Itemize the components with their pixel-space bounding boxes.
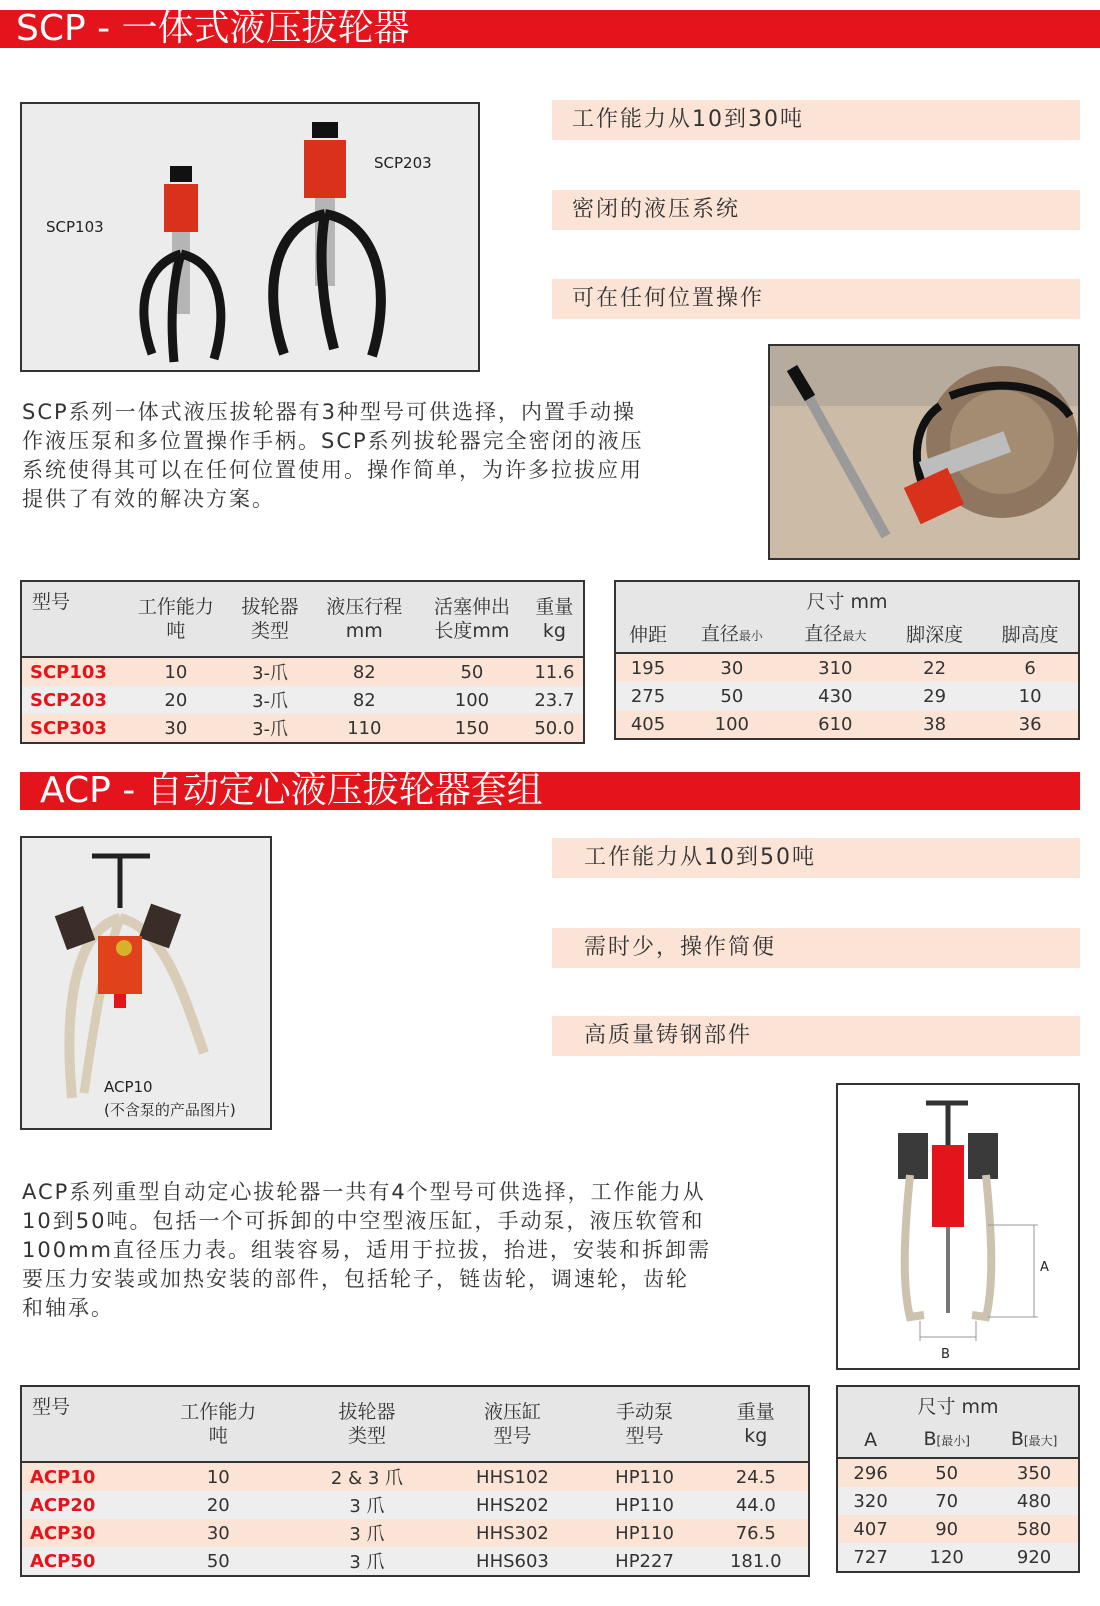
table-row: ACP10 10 2 & 3 爪 HHS102 HP110 24.5	[21, 1462, 809, 1491]
acp-photo-note-label: (不含泵的产品图片)	[104, 1101, 236, 1119]
scp-title-band	[0, 10, 1100, 48]
acp-description-line: 和轴承。	[22, 1296, 114, 1320]
th-foot-depth: 脚深度	[887, 618, 982, 653]
acp-description-line: ACP系列重型自动定心拔轮器一共有4个型号可供选择，工作能力从	[22, 1180, 706, 1204]
acp-feature-1: 工作能力从10到50吨	[552, 838, 1080, 878]
scp-feature-1: 工作能力从10到30吨	[552, 100, 1080, 140]
acp-dimension-diagram	[838, 1085, 1078, 1368]
acp-description	[22, 1178, 822, 1323]
th-capacity: 工作能力 吨	[122, 581, 230, 657]
acp-feature-3: 高质量铸钢部件	[552, 1016, 1080, 1056]
th-type: 拔轮器 类型	[230, 581, 311, 657]
th-weight: 重量 kg	[526, 581, 584, 657]
scp-feature-3: 可在任何位置操作	[552, 279, 1080, 319]
scp-feature-2: 密闭的液压系统	[552, 190, 1080, 230]
th-b-max: B[最大]	[990, 1423, 1079, 1458]
scp-description-line: SCP系列一体式液压拔轮器有3种型号可供选择，内置手动操	[22, 400, 637, 424]
acp-feature-2: 需时少，操作简便	[552, 928, 1080, 968]
th-capacity: 工作能力 吨	[142, 1386, 295, 1462]
acp-description-line: 10到50吨。包括一个可拆卸的中空型液压缸，手动泵，液压软管和	[22, 1209, 705, 1233]
acp-description-line: 要压力安装或加热安装的部件，包括轮子，链齿轮，调速轮，齿轮	[22, 1267, 689, 1291]
table-row: 195 30 310 22 6	[615, 653, 1079, 682]
table-row: ACP20 20 3 爪 HHS202 HP110 44.0	[21, 1491, 809, 1519]
scp-photo-label-left: SCP103	[46, 218, 104, 236]
diagram-label-a: A	[1040, 1260, 1049, 1275]
table-row: 405 100 610 38 36	[615, 710, 1079, 739]
th-model: 型号	[21, 1386, 142, 1462]
scp-description-line: 作液压泵和多位置操作手柄。SCP系列拔轮器完全密闭的液压	[22, 429, 644, 453]
acp-diagram	[836, 1083, 1080, 1370]
scp-product-photo	[20, 102, 480, 372]
table-row: 407 90 580	[837, 1515, 1079, 1543]
acp-title: ACP - 自动定心液压拔轮器套组	[40, 770, 543, 811]
scp-description	[22, 398, 752, 514]
scp-description-line: 提供了有效的解决方案。	[22, 487, 275, 511]
acp-product-photo	[20, 836, 272, 1130]
table-row: SCP303 30 3-爪 110 150 50.0	[21, 714, 584, 743]
acp-description-line: 100mm直径压力表。组装容易，适用于拉拔，抬进，安装和拆卸需	[22, 1238, 711, 1262]
th-dia-max: 直径最大	[784, 618, 887, 653]
th-weight: 重量 kg	[704, 1386, 809, 1462]
table-row: 296 50 350	[837, 1458, 1079, 1487]
scp-description-line: 系统使得其可以在任何位置使用。操作简单，为许多拉拔应用	[22, 458, 643, 482]
table-row: 320 70 480	[837, 1487, 1079, 1515]
table-row: SCP103 10 3-爪 82 50 11.6	[21, 657, 584, 686]
th-dia-min: 直径最小	[680, 618, 783, 653]
th-b-min: B[最小]	[903, 1423, 990, 1458]
acp-dims-title: 尺寸 mm	[837, 1386, 1079, 1423]
scp-spec-table	[20, 580, 585, 744]
th-cylinder: 液压缸 型号	[439, 1386, 585, 1462]
diagram-label-b: B	[941, 1347, 950, 1362]
th-extension: 活塞伸出 长度mm	[418, 581, 526, 657]
scp-application-photo	[768, 344, 1080, 560]
th-pump: 手动泵 型号	[586, 1386, 704, 1462]
scp-dimensions-table	[614, 580, 1080, 740]
th-foot-height: 脚高度	[982, 618, 1079, 653]
acp-spec-table	[20, 1385, 810, 1577]
table-row: 275 50 430 29 10	[615, 682, 1079, 710]
table-row: 727 120 920	[837, 1543, 1079, 1572]
th-a: A	[837, 1423, 903, 1458]
scp-title: SCP - 一体式液压拔轮器	[16, 8, 410, 49]
acp-title-band	[20, 772, 1080, 810]
acp-photo-model-label: ACP10	[104, 1078, 153, 1096]
th-model: 型号	[21, 581, 122, 657]
th-reach: 伸距	[615, 618, 680, 653]
table-row: ACP30 30 3 爪 HHS302 HP110 76.5	[21, 1519, 809, 1547]
scp-photo-label-right: SCP203	[374, 154, 432, 172]
scp-dims-title: 尺寸 mm	[615, 581, 1079, 618]
th-stroke: 液压行程 mm	[310, 581, 418, 657]
acp-dimensions-table	[836, 1385, 1080, 1573]
scp-pullers-illustration	[22, 104, 478, 370]
scp-application-illustration	[770, 346, 1078, 558]
table-row: SCP203 20 3-爪 82 100 23.7	[21, 686, 584, 714]
th-type: 拔轮器 类型	[295, 1386, 440, 1462]
table-row: ACP50 50 3 爪 HHS603 HP227 181.0	[21, 1547, 809, 1576]
